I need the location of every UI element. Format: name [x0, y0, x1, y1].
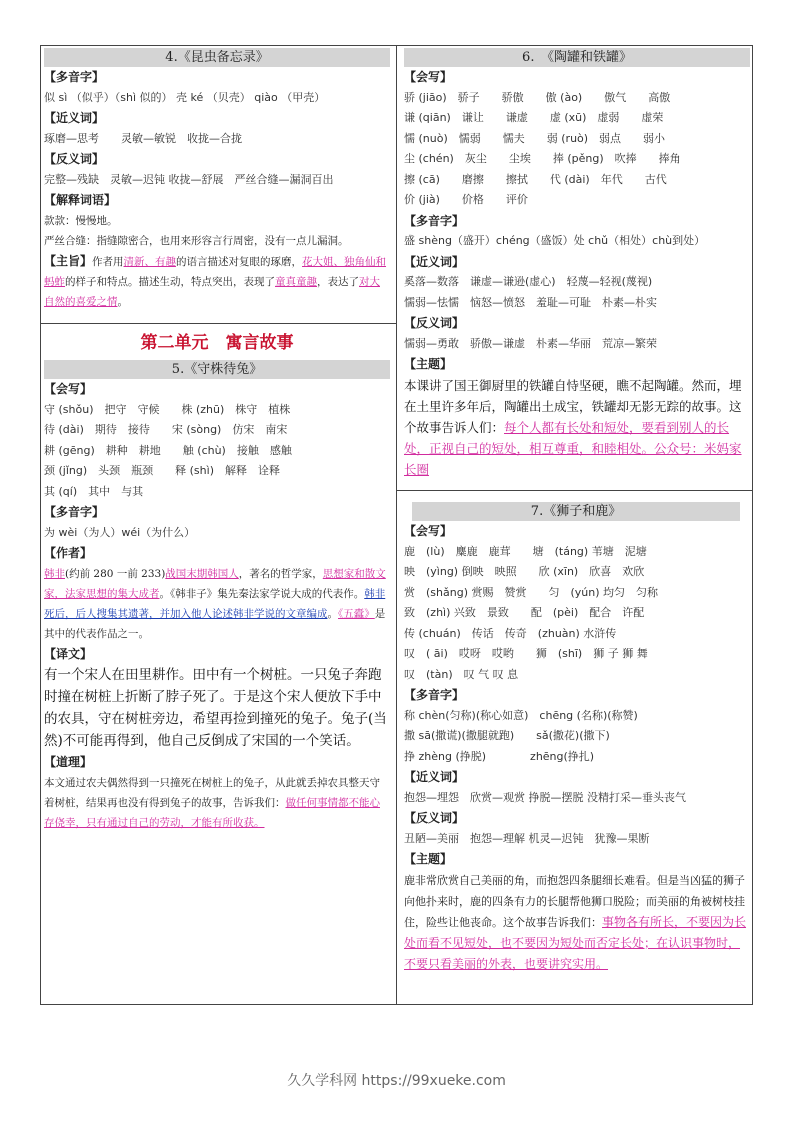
lesson5-section — [44, 360, 390, 833]
lesson7-duoyin-row: 撒 sā(撒谎)(撒腿就跑) sǎ(撒花)(撒下) — [404, 729, 610, 742]
text-run: ，表达了 — [317, 275, 359, 288]
highlight: 对大自然的喜爱之情 — [44, 275, 380, 308]
text-run: 本文通过农夫偶然得到一只撞死在树桩上的兔子，从此就丢掉农具整天守着树桩，结果再也没有得到兔子的故事，告诉我们： — [44, 776, 380, 809]
lesson6-huixie-row: 骄 (jiāo) 骄子 骄傲 傲 (ào) 傲气 高傲 — [404, 90, 671, 104]
lesson4-fanyi: 完整—残缺 灵敏—迟钝 收拢—舒展 严丝合缝—漏洞百出 — [44, 172, 334, 186]
lesson7-huixie-row: 鹿 (lù) 麋鹿 鹿茸 塘 (táng) 苇塘 泥塘 — [404, 544, 647, 558]
left-column-lower — [44, 324, 390, 833]
lesson5-huixie-row: 待 (dài) 期待 接待 宋 (sòng) 仿宋 南宋 — [44, 423, 288, 436]
text-run: 。《韩非子》集先秦法家学说大成的代表作。 — [159, 587, 365, 600]
unit-title: 第二单元 寓言故事 — [140, 333, 294, 353]
lesson6-huixie-row: 价 (jià) 价格 评价 — [404, 193, 528, 206]
lesson5-huixie-row: 守 (shǒu) 把守 守候 株 (zhū) 株守 植株 — [44, 402, 291, 416]
highlight: 童真童趣 — [275, 275, 317, 288]
lesson5-huixie-row: 颈 (jǐng) 头颈 瓶颈 释 (shì) 解释 诠释 — [44, 464, 280, 477]
lesson6-huixie-row: 懦 (nuò) 懦弱 懦夫 弱 (ruò) 弱点 弱小 — [404, 131, 666, 145]
lesson7-huixie-row: 传 (chuán) 传话 传奇 (zhuàn) 水浒传 — [404, 626, 617, 640]
lesson7-jinyi-heading: 【近义词】 — [404, 770, 465, 784]
lesson5-yiwen-heading: 【译文】 — [44, 646, 93, 661]
highlight: 事物各有所长，不要因为长处而看不见短处，也不要因为短处而否定长处；在认识事物时，不要只看美丽的外表，也要讲究实用。 — [404, 914, 747, 971]
highlight: 清新、有趣 — [123, 255, 177, 268]
lesson4-jieshi-2: 严丝合缝：指缝隙密合，也用来形容言行周密，没有一点儿漏洞。 — [44, 234, 349, 247]
lesson6-huixie-heading: 【会写】 — [404, 70, 453, 84]
lesson4-jinyi-heading: 【近义词】 — [44, 111, 105, 125]
lesson4-duoyin: 似 sì （似乎）（shì 似的） 壳 ké （贝壳） qiào （甲壳） — [44, 90, 326, 104]
lesson6-section — [404, 48, 750, 480]
lesson5-huixie-row: 其 (qí) 其中 与其 — [44, 484, 144, 498]
text-run: 。 — [327, 607, 338, 620]
lesson6-huixie-row: 尘 (chén) 灰尘 尘埃 捧 (pěng) 吹捧 捧角 — [404, 152, 681, 165]
highlight: 《五蠹》 — [338, 607, 375, 620]
lesson6-duoyin-heading: 【多音字】 — [404, 213, 465, 228]
highlight: 花大姐、独角仙和蚂蚱 — [44, 255, 387, 288]
column-divider — [396, 45, 397, 1005]
lesson6-jinyi-heading: 【近义词】 — [404, 254, 465, 269]
lesson6-fanyi: 懦弱—勇敢 骄傲—谦虚 朴素—华丽 荒凉—繁荣 — [404, 336, 657, 350]
lesson4-duoyin-heading: 【多音字】 — [44, 70, 105, 84]
text-run: ，著名的哲学家， — [238, 567, 323, 580]
lesson7-fanyi-heading: 【反义词】 — [404, 811, 465, 825]
right-column — [404, 46, 750, 480]
text-run: 的样子和特点。描述生动，特点突出，表现了 — [65, 275, 275, 288]
lesson7-zhuti — [404, 870, 750, 975]
lesson5-huixie-heading: 【会写】 — [44, 382, 93, 396]
lesson4-title: 4.《昆虫备忘录》 — [44, 48, 390, 67]
lesson7-huixie-heading: 【会写】 — [404, 524, 453, 538]
lesson5-daoli-heading: 【道理】 — [44, 755, 93, 769]
lesson7-huixie-row: 叹 ( āi) 哎呀 哎哟 狮 (shī) 狮 子 狮 舞 — [404, 647, 648, 660]
lesson5-zuozhe-heading: 【作者】 — [44, 546, 93, 560]
left-column — [44, 46, 390, 312]
text-run: 。 — [117, 295, 128, 308]
lesson7-fanyi: 丑陋—美丽 抱怨—理解 机灵—迟钝 犹豫—果断 — [404, 831, 650, 845]
lesson4-zhuzhi — [44, 251, 390, 312]
highlight: 每个人都有长处和短处，要看到别人的长处，正视自己的短处，相互尊重，和睦相处。公众号：米妈家长圈 — [404, 419, 742, 477]
highlight: 韩非死后，后人搜集其遗著，并加入他人论述韩非学说的文章编成 — [44, 587, 386, 620]
highlight: 思想家和散文家，法家思想的集大成者 — [44, 567, 386, 600]
text-run: 是其中的代表作品之一。 — [44, 607, 386, 640]
lesson5-huixie-row: 耕 (gēng) 耕种 耕地 触 (chù) 接触 感触 — [44, 443, 292, 457]
highlight: 战国末期韩国人 — [165, 567, 239, 580]
lesson6-huixie-row: 谦 (qiān) 谦让 谦虚 虚 (xū) 虚弱 虚荣 — [404, 111, 664, 124]
lesson7-jinyi: 抱怨—埋怨 欣赏—观赏 挣脱—摆脱 没精打采—垂头丧气 — [404, 790, 686, 804]
lesson4-section — [44, 48, 390, 312]
text-run: (约前 280 一前 233) — [65, 567, 166, 580]
lesson7-huixie-row: 致 (zhì) 兴致 景致 配 (pèi) 配合 许配 — [404, 606, 645, 619]
lesson4-jinyi: 琢磨—思考 灵敏—敏锐 收拢—合拢 — [44, 131, 242, 145]
text-run: 的语言描述对复眼的琢磨， — [176, 255, 303, 268]
lesson7-section — [404, 502, 750, 975]
lesson7-duoyin-row: 挣 zhèng (挣脱) zhēng(挣扎) — [404, 749, 595, 763]
text-run: 鹿非常欣赏自己美丽的角，而抱怨四条腿细长难看。但是当凶猛的狮子向他扑来时，鹿的四条有力的长腿帮他狮口脱险；而美丽的角被树枝挂住，险些让他丧命。这个故事告诉我们： — [404, 873, 745, 929]
lesson7-duoyin-row: 称 chèn(匀称)(称心如意) chēng (名称)(称赞) — [404, 708, 638, 722]
highlight: 韩非 — [44, 567, 65, 580]
lesson5-title: 5.《守株待兔》 — [44, 360, 390, 379]
lesson7-huixie-row: 叹 (tàn) 叹 气 叹 息 — [404, 667, 519, 681]
lesson4-zhuzhi-heading: 【主旨】 — [44, 253, 93, 268]
lesson7-huixie-row: 赏 (shǎng) 赏赐 赞赏 匀 (yún) 均匀 匀称 — [404, 585, 659, 599]
lesson6-fanyi-heading: 【反义词】 — [404, 316, 465, 330]
text-run: 本课讲了国王御厨里的铁罐自恃坚硬，瞧不起陶罐。然而，埋在土里许多年后，陶罐出土成宝，铁罐却无影无踪的故事。这个故事告诉人们： — [404, 377, 742, 435]
lesson7-huixie-row: 映 (yìng) 倒映 映照 欣 (xīn) 欣喜 欢欣 — [404, 565, 645, 578]
lesson5-daoli — [44, 773, 390, 833]
lesson7-duoyin-heading: 【多音字】 — [404, 688, 465, 702]
highlight: 做任何事情都不能心存侥幸，只有通过自己的劳动，才能有所收获。 — [44, 796, 380, 829]
lesson6-zhuti — [404, 375, 750, 480]
lesson5-duoyin: 为 wèi（为人）wéi（为什么） — [44, 525, 196, 539]
lesson6-huixie-row: 擦 (cā) 磨擦 擦拭 代 (dài) 年代 古代 — [404, 172, 667, 186]
lesson4-fanyi-heading: 【反义词】 — [44, 152, 105, 166]
lesson5-zuozhe — [44, 564, 390, 644]
lesson5-duoyin-heading: 【多音字】 — [44, 505, 105, 519]
right-column-lower — [404, 500, 750, 975]
lesson7-title: 7.《狮子和鹿》 — [412, 502, 740, 521]
lesson6-title: 6. 《陶罐和铁罐》 — [404, 48, 750, 67]
footer-watermark: 久久学科网 https://99xueke.com — [287, 1073, 506, 1089]
lesson4-jieshi-heading: 【解释词语】 — [44, 193, 117, 207]
lesson6-duoyin: 盛 shèng（盛开）chéng（盛饭）处 chǔ（相处）chù到处） — [404, 234, 706, 247]
text-run: 作者用 — [92, 255, 124, 268]
lesson6-zhuti-heading: 【主题】 — [404, 357, 453, 371]
lesson7-zhuti-heading: 【主题】 — [404, 852, 453, 866]
right-section-divider — [396, 490, 753, 491]
lesson4-jieshi-1: 款款：慢慢地。 — [44, 214, 118, 227]
lesson6-jinyi-row: 奚落—数落 谦虚—谦逊(虚心) 轻蔑—轻视(蔑视) — [404, 275, 653, 288]
lesson6-jinyi-row: 懦弱—怯懦 恼怒—愤怒 羞耻—可耻 朴素—朴实 — [404, 295, 657, 309]
lesson5-yiwen: 有一个宋人在田里耕作。田中有一个树桩。一只兔子奔跑时撞在树桩上折断了脖子死了。于是这个宋人便放下手中的农具，守在树桩旁边，希望再捡到撞死的兔子。兔子(当然)不可能再得到，他自己反倒成了宋国的一个笑话。 — [44, 667, 387, 749]
